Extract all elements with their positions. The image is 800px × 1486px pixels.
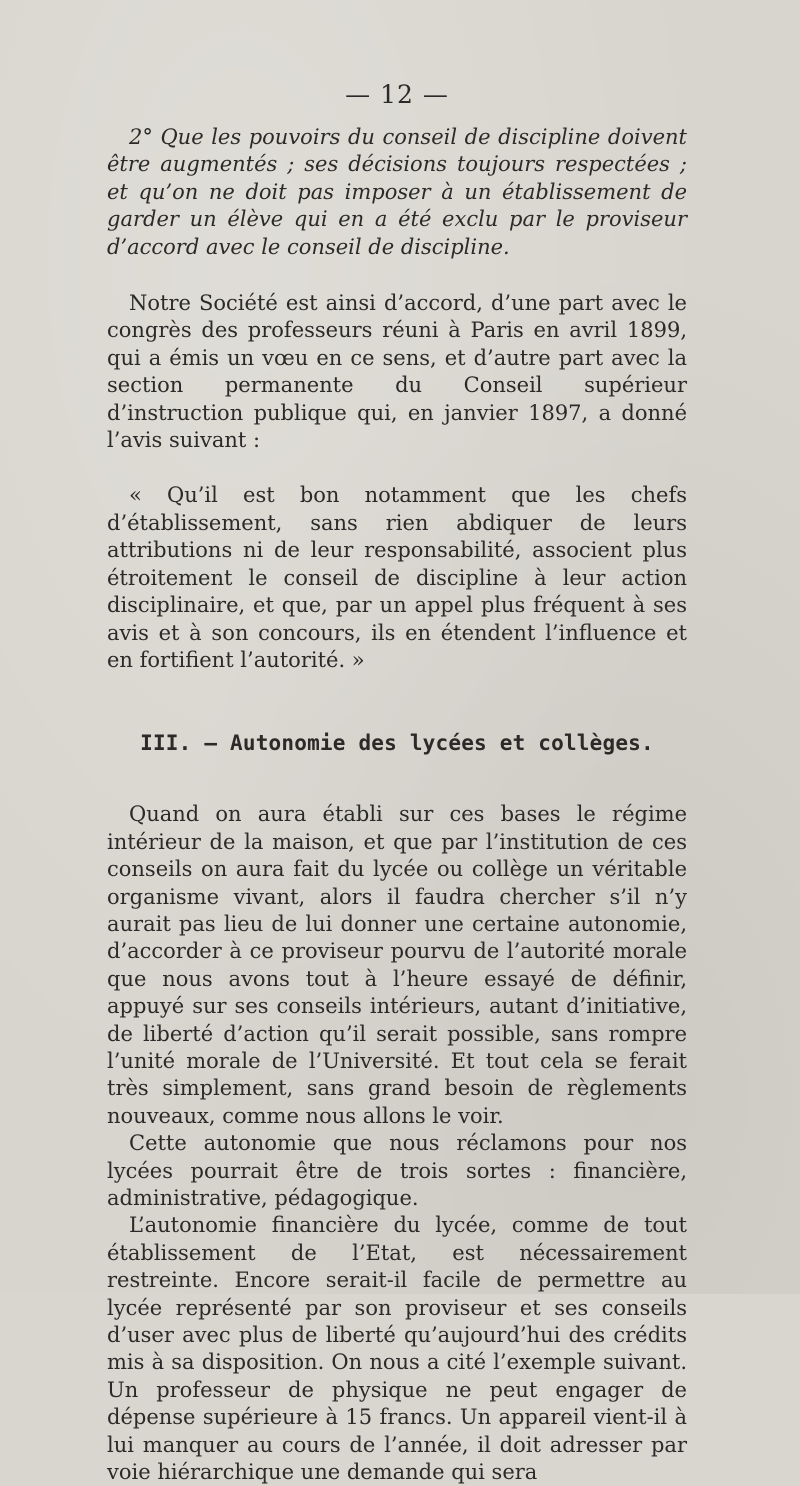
item-2-paragraph: 2° Que les pouvoirs du conseil de discipline doivent être augmentés ; ses décisions toujours respectées ; et qu’on ne doit pas imposer à un établissement de garder un élève qui en a été exclu par le proviseur d’accord avec le conseil de discipline. — [107, 125, 687, 259]
section-paragraph-2: Cette autonomie que nous réclamons pour nos lycées pourrait être de trois sortes : financière, administrative, pédagogique. — [107, 1131, 687, 1210]
page-number: — 12 — — [345, 80, 449, 109]
society-agreement-paragraph: Notre Société est ainsi d’accord, d’une part avec le congrès des professeurs réuni à Paris en avril 1899, qui a émis un vœu en ce sens, et d’autre part avec la section permanente du Conseil supérieur d’instruction publique qui, en janvier 1897, a donné l’avis suivant : — [107, 291, 687, 453]
council-quote-paragraph: « Qu’il est bon notamment que les chefs d’établissement, sans rien abdiquer de leurs attributions ni de leur responsabilité, associent plus étroitement le conseil de discipline à leur action disciplinaire, et que, par un appel plus fréquent à ses avis et à son concours, ils en étendent l’influence et en fortifient l’autorité. » — [107, 483, 687, 672]
section-paragraph-3: L’autonomie financière du lycée, comme de tout établissement de l’Etat, est nécessairement restreinte. Encore serait-il facile de permettre au lycée représenté par son proviseur et ses conseils d’user avec plus de liberté qu’aujourd’hui des crédits mis à sa disposition. On nous a cité l’exemple suivant. Un professeur de physique ne peut engager de dépense supérieure à 15 francs. Un appareil vient-il à lui manquer au cours de l’année, il doit adresser par voie hiérarchique une demande qui sera — [107, 1213, 687, 1485]
section-paragraph-1: Quand on aura établi sur ces bases le régime intérieur de la maison, et que par l’institution de ces conseils on aura fait du lycée ou collège un véritable organisme vivant, alors il faudra chercher s’il n’y aurait pas lieu de lui donner une certaine autonomie, d’accorder à ce proviseur pourvu de l’autorité morale que nous avons tout à l’heure essayé de définir, appuyé sur ses conseils intérieurs, autant d’initiative, de liberté d’action qu’il serait possible, sans rompre l’unité morale de l’Université. Et tout cela se ferait très simplement, sans grand besoin de règlements nouveaux, comme nous allons le voir. — [107, 802, 687, 1128]
page-content — [107, 80, 687, 1486]
section-heading: III. — Autonomie des lycées et collèges. — [140, 731, 654, 756]
